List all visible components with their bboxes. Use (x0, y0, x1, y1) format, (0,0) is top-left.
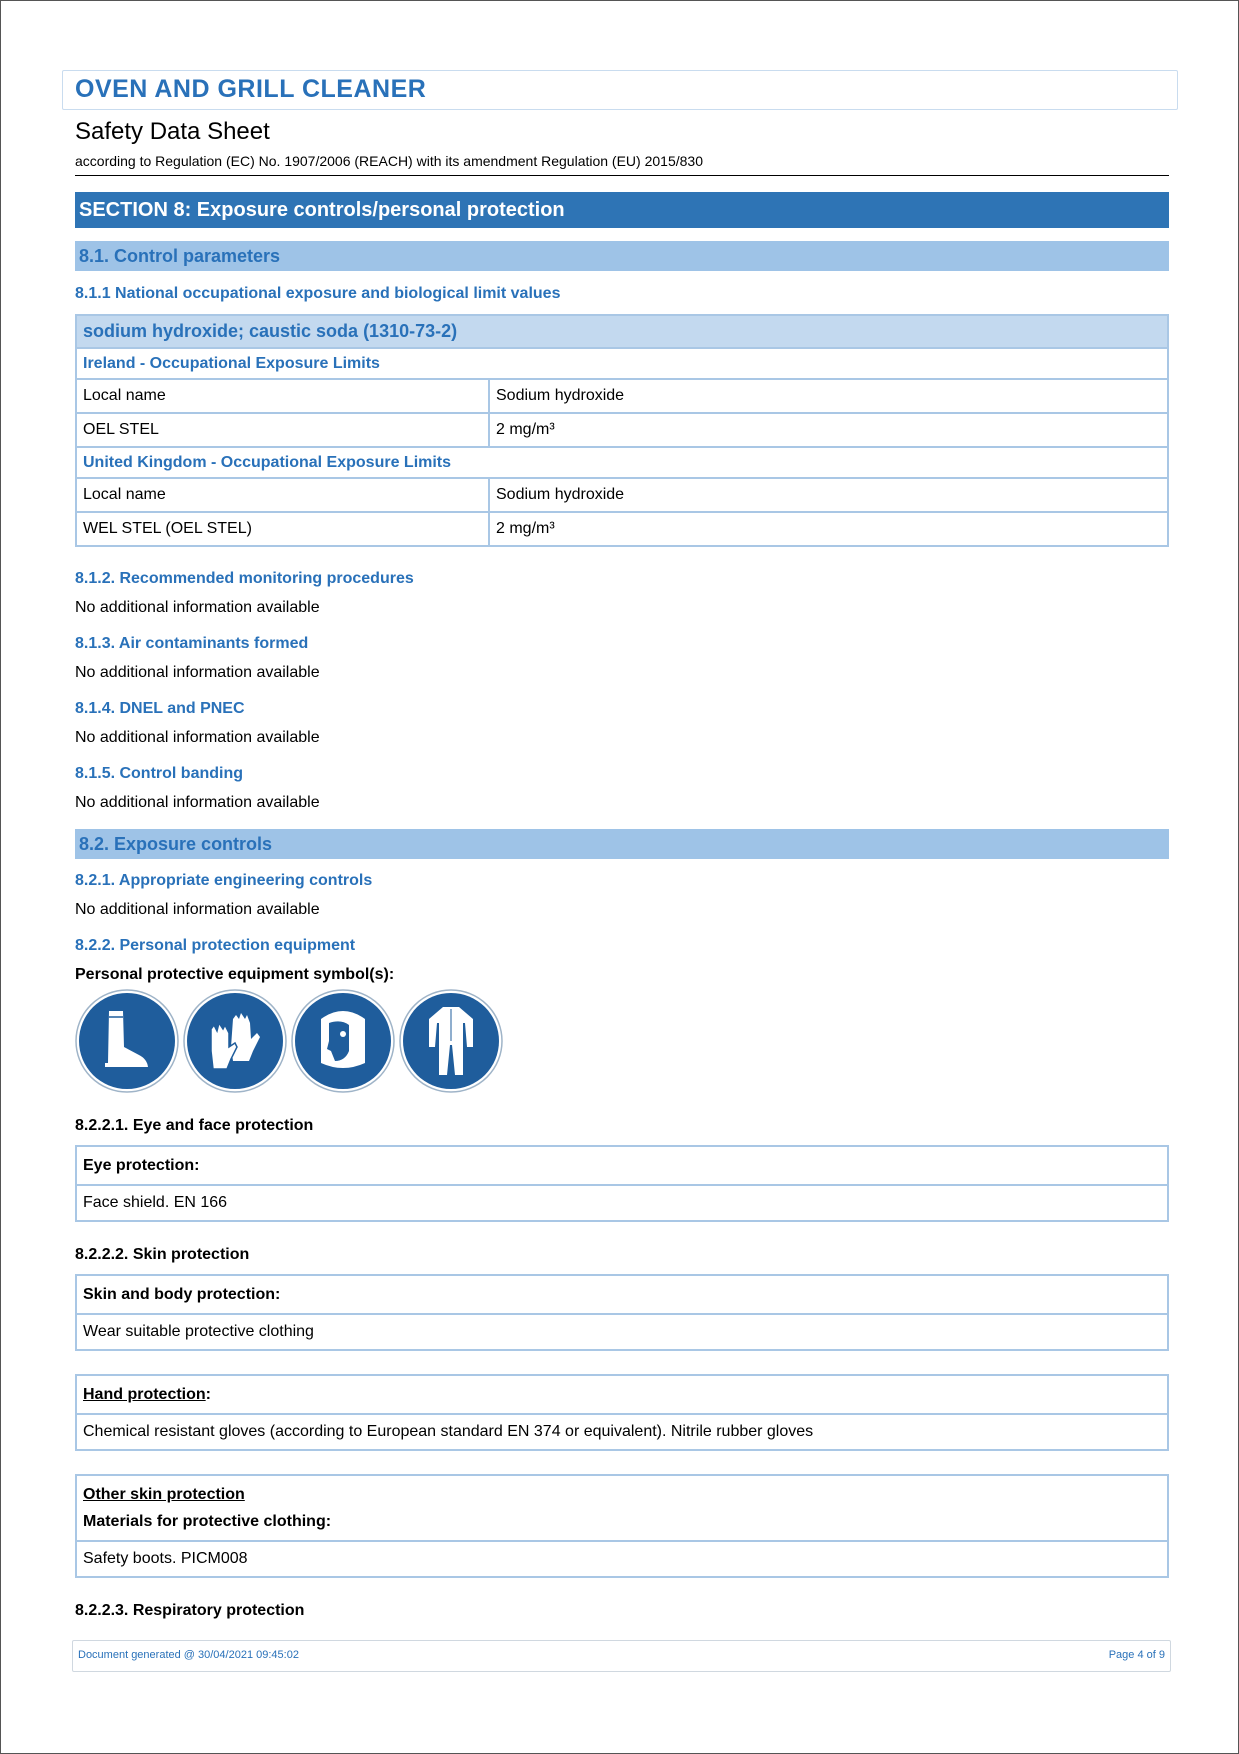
substance-row (76, 315, 1168, 348)
country-title-uk: United Kingdom - Occupational Exposure Limits (76, 447, 1168, 478)
materials-header: Materials for protective clothing: (83, 1513, 332, 1530)
eye-protection-table (75, 1145, 1169, 1222)
heading-8-1-5: 8.1.5. Control banding (75, 765, 244, 782)
heading-8-2-2-1: 8.2.2.1. Eye and face protection (75, 1117, 314, 1134)
table-row (76, 379, 1168, 413)
heading-8-2-2: 8.2.2. Personal protection equipment (75, 937, 356, 954)
hand-protection-header: Hand protection (83, 1385, 206, 1403)
footer-generated: Document generated @ 30/04/2021 09:45:02 (78, 1649, 299, 1661)
protective-clothing-icon (399, 989, 503, 1093)
product-header (62, 70, 1178, 110)
table-row (76, 512, 1168, 546)
section-title-bar: SECTION 8: Exposure controls/personal protection (75, 192, 1169, 228)
eye-protection-value: Face shield. EN 166 (76, 1185, 1168, 1221)
text-8-1-4: No additional information available (75, 729, 320, 746)
country-title-ireland: Ireland - Occupational Exposure Limits (76, 348, 1168, 379)
eye-protection-header: Eye protection: (76, 1146, 1168, 1185)
document-subtitle: according to Regulation (EC) No. 1907/2006 (REACH) with its amendment Regulation (EU) 2015/830 (75, 153, 703, 169)
hand-protection-value: Chemical resistant gloves (according to European standard EN 374 or equivalent). Nitrile rubber gloves (76, 1414, 1168, 1450)
row-value: Sodium hydroxide (489, 478, 1168, 512)
protective-gloves-icon (183, 989, 287, 1093)
row-label: Local name (76, 478, 489, 512)
country-row-uk (76, 447, 1168, 478)
hand-protection-table (75, 1374, 1169, 1451)
footer-page-number: Page 4 of 9 (1108, 1649, 1165, 1661)
substance-name: sodium hydroxide; caustic soda (1310-73-2) (76, 315, 1168, 348)
text-8-1-3: No additional information available (75, 664, 320, 681)
row-value: 2 mg/m³ (489, 413, 1168, 447)
heading-8-1-2: 8.1.2. Recommended monitoring procedures (75, 570, 414, 587)
other-skin-protection-table (75, 1474, 1169, 1578)
row-value: Sodium hydroxide (489, 379, 1168, 413)
heading-8-2-2-2: 8.2.2.2. Skin protection (75, 1246, 250, 1263)
heading-8-1-4: 8.1.4. DNEL and PNEC (75, 700, 245, 717)
subsection-control-parameters: 8.1. Control parameters (75, 241, 1169, 271)
skin-protection-value: Wear suitable protective clothing (76, 1314, 1168, 1350)
product-name: OVEN AND GRILL CLEANER (75, 75, 427, 103)
heading-8-1-3: 8.1.3. Air contaminants formed (75, 635, 309, 652)
safety-boots-icon (75, 989, 179, 1093)
heading-8-1-1: 8.1.1 National occupational exposure and biological limit values (75, 285, 561, 302)
other-skin-protection-header: Other skin protection (83, 1486, 245, 1503)
other-skin-protection-header-cell (76, 1475, 1168, 1541)
heading-8-2-2-3: 8.2.2.3. Respiratory protection (75, 1602, 305, 1619)
subsection-exposure-controls: 8.2. Exposure controls (75, 829, 1169, 859)
hand-protection-header-cell (76, 1375, 1168, 1414)
table-row (76, 413, 1168, 447)
page-footer (72, 1640, 1171, 1672)
document-title: Safety Data Sheet (75, 118, 270, 145)
text-8-1-2: No additional information available (75, 599, 320, 616)
row-label: OEL STEL (76, 413, 489, 447)
exposure-limits-table (75, 314, 1169, 547)
row-label: WEL STEL (OEL STEL) (76, 512, 489, 546)
face-shield-icon (291, 989, 395, 1093)
text-8-1-5: No additional information available (75, 794, 320, 811)
text-8-2-1: No additional information available (75, 901, 320, 918)
skin-protection-table (75, 1274, 1169, 1351)
ppe-symbols-label: Personal protective equipment symbol(s): (75, 966, 395, 983)
heading-8-2-1: 8.2.1. Appropriate engineering controls (75, 872, 373, 889)
row-value: 2 mg/m³ (489, 512, 1168, 546)
table-row (76, 478, 1168, 512)
skin-protection-header: Skin and body protection: (76, 1275, 1168, 1314)
hand-protection-colon: : (205, 1385, 211, 1403)
row-label: Local name (76, 379, 489, 413)
header-divider (75, 175, 1169, 176)
other-skin-protection-value: Safety boots. PICM008 (76, 1541, 1168, 1577)
country-row-ireland (76, 348, 1168, 379)
